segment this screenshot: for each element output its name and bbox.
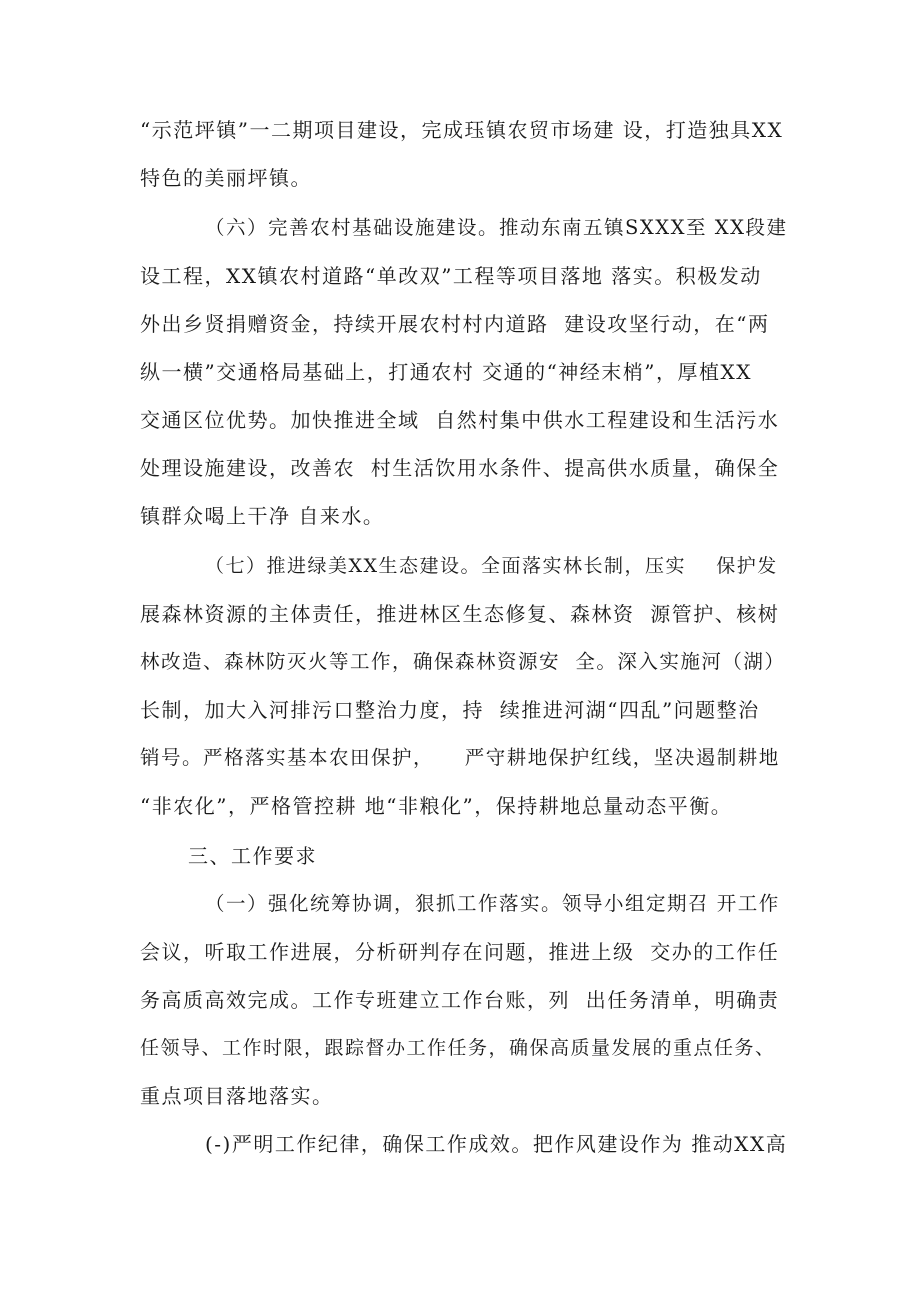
section-heading: 三、工作要求 — [188, 844, 317, 868]
text-line: “示范坪镇”一二期项目建设，完成珏镇农贸市场建 设，打造独具XX — [140, 118, 784, 142]
text-line: 交通区位优势。加快推进全域 自然村集中供水工程建设和生活污水 — [140, 408, 780, 432]
text-line: 展森林资源的主体责任，推进林区生态修复、森林资 源管护、核树 — [140, 602, 780, 626]
text-line: 特色的美丽坪镇。 — [140, 166, 312, 190]
text-line: 林改造、森林防灭火等工作，确保森林资源安 全。深入实施河（湖） — [140, 650, 786, 673]
text-line: 镇群众喝上干净 自来水。 — [140, 504, 385, 528]
text-line: （一）强化统筹协调，狠抓工作落实。领导小组定期召 开工作 — [205, 892, 780, 915]
text-line: 设工程，XX镇农村道路“单改双”工程等项目落地 落实。积极发动 — [140, 264, 762, 288]
text-line: 处理设施建设，改善农 村生活饮用水条件、提高供水质量，确保全 — [140, 456, 780, 480]
text-line: 会议，听取工作进展，分析研判存在问题，推进上级 交办的工作任 — [140, 940, 780, 964]
text-line: （六）完善农村基础设施建设。推动东南五镇SXXX至 XX段建 — [205, 216, 788, 239]
text-line: 纵一横”交通格局基础上，打通农村 交通的“神经末梢”，厚植XX — [140, 360, 753, 384]
text-line: (-)严明工作纪律，确保工作成效。把作风建设作为 推动XX高 — [205, 1132, 788, 1156]
text-line: 务高质高效完成。工作专班建立工作台账，列 出任务清单，明确责 — [140, 988, 780, 1012]
text-line: 长制，加大入河排污口整治力度，持 续推进河湖“四乱”问题整治 — [140, 698, 760, 722]
text-line: “非农化”，严格管控耕 地“非粮化”，保持耕地总量动态平衡。 — [140, 794, 733, 818]
text-line: 销号。严格落实基本农田保护， 严守耕地保护红线，坚决遏制耕地 — [140, 746, 780, 769]
text-line: （七）推进绿美XX生态建设。全面落实林长制，压实 保护发 — [205, 555, 778, 577]
text-line: 重点项目落地落实。 — [140, 1084, 334, 1108]
text-line: 任领导、工作时限，跟踪督办工作任务，确保高质量发展的重点任务、 — [140, 1037, 776, 1059]
text-line: 外出乡贤捐赠资金，持续开展农村村内道路 建设攻坚行动，在“两 — [140, 312, 770, 336]
